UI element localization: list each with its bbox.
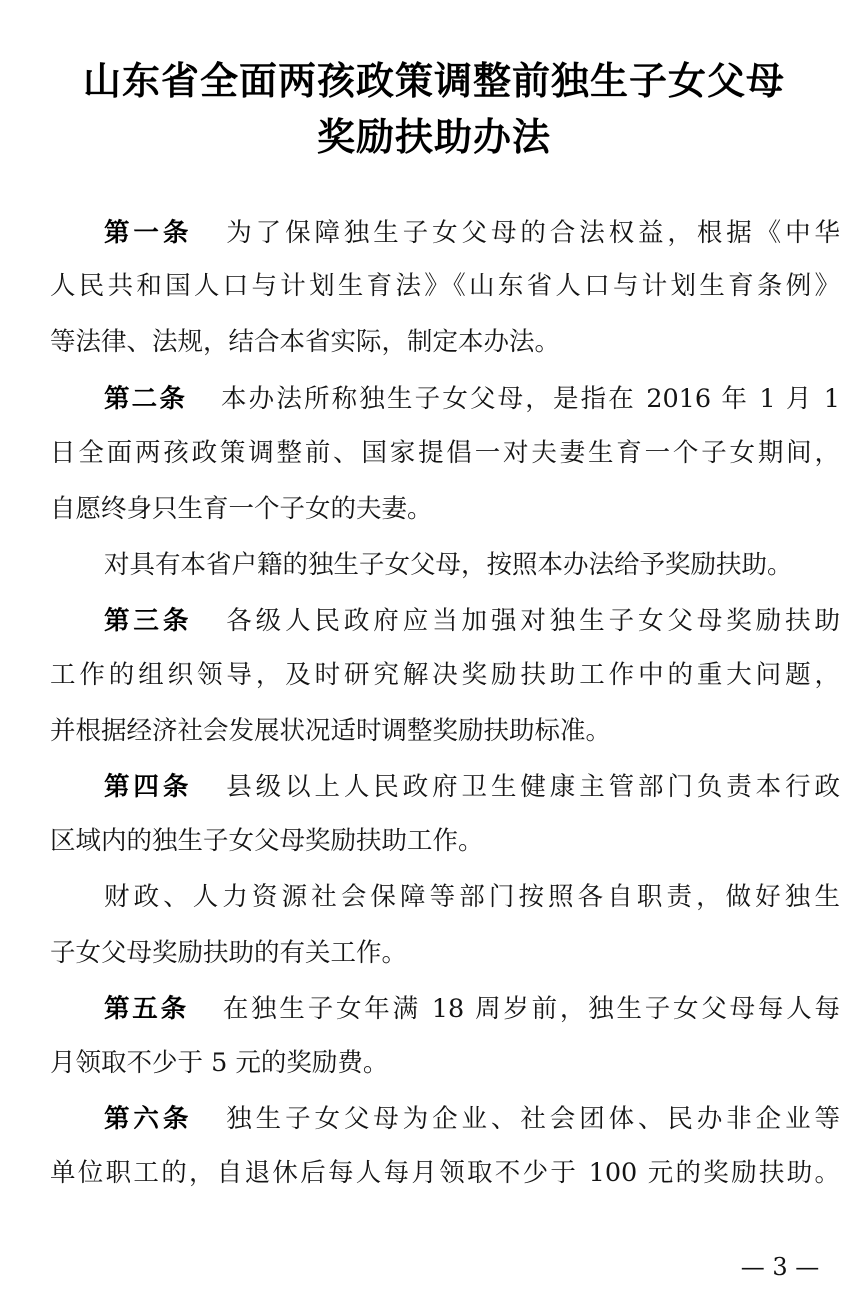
article-5-first-line	[104, 989, 840, 1029]
article-3-text-line-2: 工作的组织领导，及时研究解决奖励扶助工作中的重大问题，	[50, 660, 840, 690]
article-6-heading: 第六条	[104, 1104, 193, 1134]
article-4-heading: 第四条	[104, 772, 193, 802]
article-5-text-line-2: 月领取不少于 5 元的奖励费。	[50, 1048, 389, 1078]
article-3-text-line-1: 各级人民政府应当加强对独生子女父母奖励扶助	[226, 606, 840, 636]
article-1-text-line-1: 为了保障独生子女父母的合法权益，根据《中华	[226, 218, 840, 248]
article-5-heading: 第五条	[104, 994, 189, 1024]
article-2-heading: 第二条	[104, 384, 187, 414]
article-2-text-line-1: 本办法所称独生子女父母，是指在 2016 年 1 月 1	[221, 384, 840, 414]
article-3-first-line	[104, 601, 840, 641]
article-4-first-line	[104, 767, 840, 807]
article-4-paragraph-2-line-2: 子女父母奖励扶助的有关工作。	[50, 938, 408, 968]
article-6-text-line-2: 单位职工的，自退休后每人每月领取不少于 100 元的奖励扶助。	[50, 1158, 840, 1188]
page-number: — 3 —	[740, 1253, 820, 1281]
article-2-paragraph-2: 对具有本省户籍的独生子女父母，按照本办法给予奖励扶助。	[104, 550, 793, 580]
article-1-first-line	[104, 213, 840, 253]
article-1-text-line-3: 等法律、法规，结合本省实际，制定本办法。	[50, 327, 561, 357]
article-4-text-line-1: 县级以上人民政府卫生健康主管部门负责本行政	[226, 772, 840, 802]
article-2-text-line-2: 日全面两孩政策调整前、国家提倡一对夫妻生育一个子女期间，	[50, 438, 840, 468]
article-1-text-line-2: 人民共和国人口与计划生育法》《山东省人口与计划生育条例》	[50, 271, 840, 301]
article-4-text-line-2: 区域内的独生子女父母奖励扶助工作。	[50, 826, 484, 856]
article-3-text-line-3: 并根据经济社会发展状况适时调整奖励扶助标准。	[50, 716, 612, 746]
article-6-first-line	[104, 1099, 840, 1139]
article-6-text-line-1: 独生子女父母为企业、社会团体、民办非企业等	[226, 1104, 840, 1134]
article-2-text-line-3: 自愿终身只生育一个子女的夫妻。	[50, 494, 433, 524]
document-title-line-1: 山东省全面两孩政策调整前独生子女父母	[82, 59, 785, 103]
article-1-heading: 第一条	[104, 218, 193, 248]
article-5-text-line-1: 在独生子女年满 18 周岁前，独生子女父母每人每	[222, 994, 840, 1024]
article-3-heading: 第三条	[104, 606, 193, 636]
article-4-paragraph-2-line-1: 财政、人力资源社会保障等部门按照各自职责，做好独生	[104, 882, 840, 912]
document-title-line-2: 奖励扶助办法	[316, 115, 551, 159]
article-2-first-line	[104, 379, 840, 419]
